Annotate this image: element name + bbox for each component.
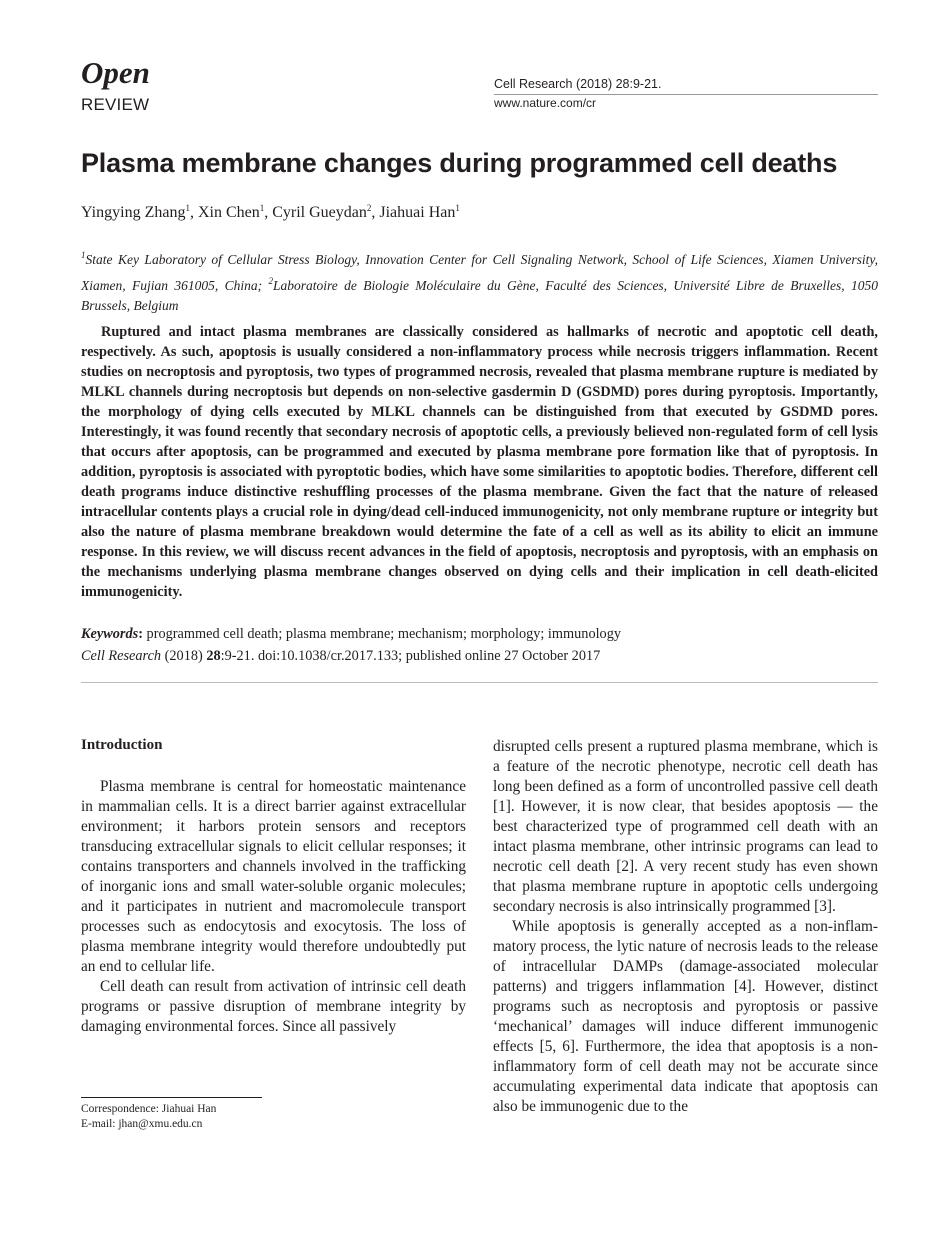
affiliation-text: State Key Laboratory of Cellular Stress Biology, Innovation Center for Cell Signaling Network, School of Life Sciences, Xiamen University, Xiamen, Fujian 361005, China;: [81, 252, 878, 293]
citation-year: (2018): [161, 648, 207, 664]
citation-journal: Cell Research: [81, 648, 162, 664]
affiliation-marker: 1: [259, 203, 265, 213]
affiliations: [81, 245, 878, 317]
article-type-label: REVIEW: [81, 95, 150, 114]
correspondence-author: Correspondence: Jiahuai Han: [81, 1103, 217, 1115]
author-separator: ,: [189, 204, 198, 221]
keywords-text: programmed cell death; plasma membrane; mechanism; morphology; immunology: [142, 626, 622, 642]
author-list: [81, 203, 460, 222]
header-divider: [494, 94, 878, 95]
body-paragraph: While apoptosis is generally accepted as a non-inflammatory process, the lytic nature of necrosis leads to the release of intracellular DAMPs (damage-associated molecular patterns) and triggers inflammation [4]. However, distinct programs such as necroptosis and pyroptosis or passive ‘mechanical’ damages will induce different immunogenic effects [5, 6]. Furthermore, the idea that apoptosis is a non-inflammatory form of cell death may not be accurate since accumulating experimental data indicate that apoptosis can also be immunogenic due to the: [493, 918, 878, 1115]
citation-volume: 28: [206, 648, 221, 664]
affiliation-marker: 2: [268, 275, 273, 286]
body-paragraph: Cell death can result from activation of intrinsic cell death programs or passive disruption of membrane integrity by damaging environmental forces. Since all passively: [81, 978, 466, 1035]
body-paragraph: Plasma membrane is central for homeostatic maintenance in mammalian cells. It is a direct barrier against extracellular environment; it harbors protein sensors and receptors transducing extracellular signals to elicit cellular responses; it contains transporters and channels involved in the trafficking of inorganic ions and small water-soluble organic molecules; and it participates in nutrient and macromolecule transport processes such as endocytosis and exocytosis. The loss of plasma membrane integrity would therefore undoubtedly put an end to cellular life.: [81, 778, 466, 975]
left-column: [81, 777, 466, 1037]
affiliation-text: Laboratoire de Biologie Moléculaire du Gène, Faculté des Sciences, Université Libre de Bruxelles, 1050 Brussels, Belgium: [81, 277, 878, 313]
journal-citation: Cell Research (2018) 28:9-21.: [494, 77, 662, 91]
introduction-heading: Introduction: [81, 737, 163, 753]
article-title: Plasma membrane changes during programmed cell deaths: [81, 148, 838, 178]
affiliation-marker: 1: [81, 250, 86, 260]
abstract: Ruptured and intact plasma membranes are classically considered as hallmarks of necrotic and apoptotic cell death, respectively. As such, apoptosis is usually considered a non-inflammatory process while necrosis triggers inflammation. Recent studies on necroptosis and pyroptosis, two types of programmed necrosis, revealed that plasma membrane rupture is mediated by MLKL channels during necroptosis but depends on non-selective gasdermin D (GSDMD) pores during pyroptosis. Importantly, the morphology of dying cells executed by MLKL channels can be distinguished from that executed by GSDMD pores. Interestingly, it was found recently that secondary necrosis of apoptotic cells, a previously believed non-regulated form of cell lysis that occurs after apoptosis, can be programmed and executed by plasma membrane pore formation like that of pyroptosis. In addition, pyroptosis is associated with pyroptotic bodies, which have some similarities to apoptotic bodies. Therefore, different cell death programs induce distinctive reshuffling processes of the plasma membrane. Given the fact that the nature of released intracellular contents plays a crucial role in dying/dead cell-induced immunogenicity, not only membrane rupture or integrity but also the nature of plasma membrane breakdown would determine the fate of a cell as well as its ability to elicit an immune response. In this review, we will discuss recent advances in the field of apoptosis, necroptosis and pyroptosis, with an emphasis on the mechanisms underlying plasma membrane changes observed on dying cells and their implication in cell death-elicited immunogenicity.: [81, 324, 878, 600]
author-separator: ,: [264, 204, 273, 221]
citation-line: [81, 648, 600, 665]
correspondence-footnote: [81, 1102, 216, 1132]
affiliation-marker: 1: [185, 203, 190, 213]
author-name[interactable]: Cyril Gueydan: [272, 204, 367, 221]
correspondence-email[interactable]: E-mail: jhan@xmu.edu.cn: [81, 1118, 203, 1130]
keywords-label: Keywords: [81, 626, 139, 642]
affiliation-marker: 2: [366, 203, 372, 213]
journal-url-link[interactable]: www.nature.com/cr: [494, 96, 597, 110]
citation-details[interactable]: :9-21. doi:10.1038/cr.2017.133; published online 27 October 2017: [220, 648, 601, 664]
keywords-line: [81, 626, 621, 643]
affiliation-marker: 1: [455, 203, 460, 213]
author-separator: ,: [371, 204, 380, 221]
author-name[interactable]: Yingying Zhang: [81, 204, 186, 221]
author-name[interactable]: Xin Chen: [197, 204, 260, 221]
open-access-logo: Open: [81, 55, 150, 90]
right-column: [493, 737, 878, 1117]
keywords-colon: :: [138, 626, 143, 642]
section-divider: [81, 682, 878, 683]
footnote-divider: [81, 1097, 262, 1098]
body-paragraph: disrupted cells present a ruptured plasma membrane, which is a feature of the necrotic phenotype, necrotic cell death has long been defined as a form of uncontrolled passive cell death [1]. However, it is now clear, that besides apoptosis — the best characterized type of programmed cell death with an intact plasma membrane, other intrinsic programs can lead to necrotic cell death [2]. A very recent study has even shown that plasma membrane rupture in apoptotic cells undergoing secondary necrosis is also intrinsically programmed [3].: [493, 738, 878, 915]
author-name[interactable]: Jiahuai Han: [379, 204, 456, 221]
